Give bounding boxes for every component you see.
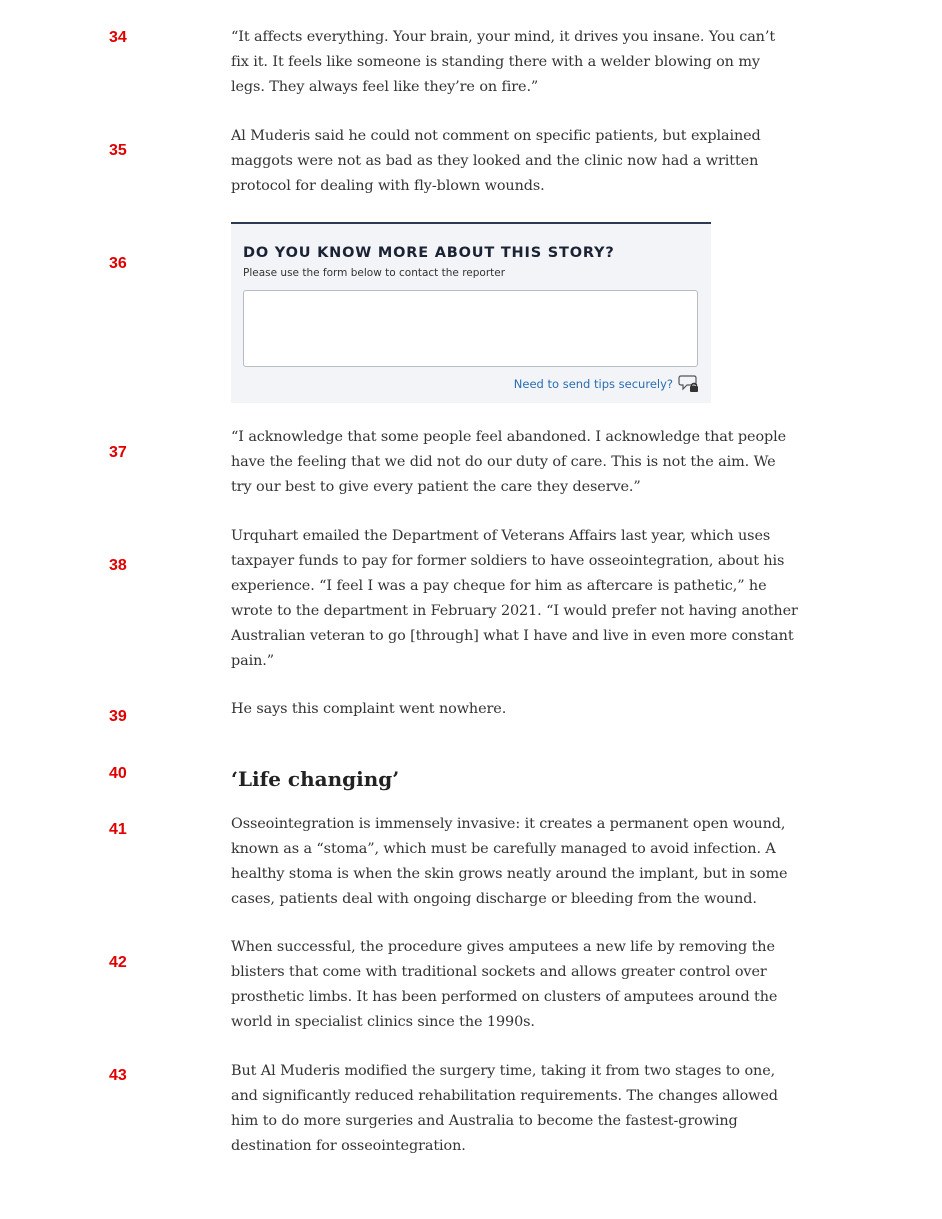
line-number-34: 34 [109, 29, 127, 46]
tip-message-input[interactable] [243, 290, 698, 367]
paragraph-line: known as a “stoma”, which must be carefully managed to avoid infection. A [231, 841, 776, 857]
paragraph-line: and significantly reduced rehabilitation requirements. The changes allowed [231, 1088, 778, 1104]
paragraph-line: try our best to give every patient the care they deserve.” [231, 479, 641, 495]
line-number-38: 38 [109, 557, 127, 574]
paragraph-37 [231, 425, 787, 500]
paragraph-line: wrote to the department in February 2021. “I would prefer not having another [231, 603, 798, 619]
paragraph-line: experience. “I feel I was a pay cheque for him as aftercare is pathetic,” he [231, 578, 767, 594]
paragraph-line: Urquhart emailed the Department of Veterans Affairs last year, which uses [231, 528, 771, 544]
tip-box-subtitle: Please use the form below to contact the reporter [243, 267, 506, 279]
line-number-35: 35 [109, 142, 127, 159]
paragraph-line: prosthetic limbs. It has been performed on clusters of amputees around the [231, 989, 778, 1005]
paragraph-line: have the feeling that we did not do our duty of care. This is not the aim. We [231, 454, 776, 470]
paragraph-line: He says this complaint went nowhere. [231, 701, 507, 717]
section-heading: ‘Life changing’ [231, 767, 400, 791]
paragraph-line: taxpayer funds to pay for former soldiers to have osseointegration, about his [231, 553, 785, 569]
line-number-43: 43 [109, 1067, 127, 1084]
paragraph-34 [231, 25, 776, 100]
paragraph-line: destination for osseointegration. [231, 1138, 466, 1154]
line-number-40: 40 [109, 765, 127, 782]
tip-box-title: DO YOU KNOW MORE ABOUT THIS STORY? [243, 245, 615, 261]
paragraph-39 [231, 697, 713, 722]
paragraph-line: But Al Muderis modified the surgery time, taking it from two stages to one, [231, 1063, 776, 1079]
paragraph-line: “It affects everything. Your brain, your mind, it drives you insane. You can’t [231, 29, 776, 45]
paragraph-line: pain.” [231, 653, 274, 669]
paragraph-line: maggots were not as bad as they looked and the clinic now had a written [231, 153, 759, 169]
paragraph-line: “I acknowledge that some people feel abandoned. I acknowledge that people [231, 429, 787, 445]
paragraph-line: healthy stoma is when the skin grows neatly around the implant, but in some [231, 866, 788, 882]
paragraph-line: world in specialist clinics since the 1990s. [231, 1014, 535, 1030]
line-number-36: 36 [109, 255, 127, 272]
paragraph-line: Australian veteran to go [through] what I have and live in even more constant [231, 628, 794, 644]
paragraph-line: him to do more surgeries and Australia to become the fastest-growing [231, 1113, 738, 1129]
paragraph-42 [231, 935, 778, 1035]
paragraph-line: fix it. It feels like someone is standing there with a welder blowing on my [231, 54, 760, 70]
paragraph-43 [231, 1059, 778, 1159]
paragraph-line: legs. They always feel like they’re on fire.” [231, 79, 539, 95]
story-tip-box [231, 222, 711, 403]
line-number-42: 42 [109, 954, 127, 971]
chat-lock-icon[interactable] [678, 374, 700, 394]
paragraph-38 [231, 524, 798, 674]
paragraph-line: Osseointegration is immensely invasive: it creates a permanent open wound, [231, 816, 786, 832]
line-number-37: 37 [109, 444, 127, 461]
secure-tips-link[interactable]: Need to send tips securely? [513, 377, 673, 391]
paragraph-line: blisters that come with traditional sockets and allows greater control over [231, 964, 767, 980]
line-number-39: 39 [109, 708, 127, 725]
paragraph-line: When successful, the procedure gives amputees a new life by removing the [231, 939, 775, 955]
paragraph-41 [231, 812, 788, 912]
paragraph-line: protocol for dealing with fly-blown wounds. [231, 178, 545, 194]
paragraph-line: Al Muderis said he could not comment on specific patients, but explained [231, 128, 761, 144]
paragraph-35 [231, 124, 761, 199]
paragraph-line: cases, patients deal with ongoing discharge or bleeding from the wound. [231, 891, 757, 907]
line-number-41: 41 [109, 821, 127, 838]
